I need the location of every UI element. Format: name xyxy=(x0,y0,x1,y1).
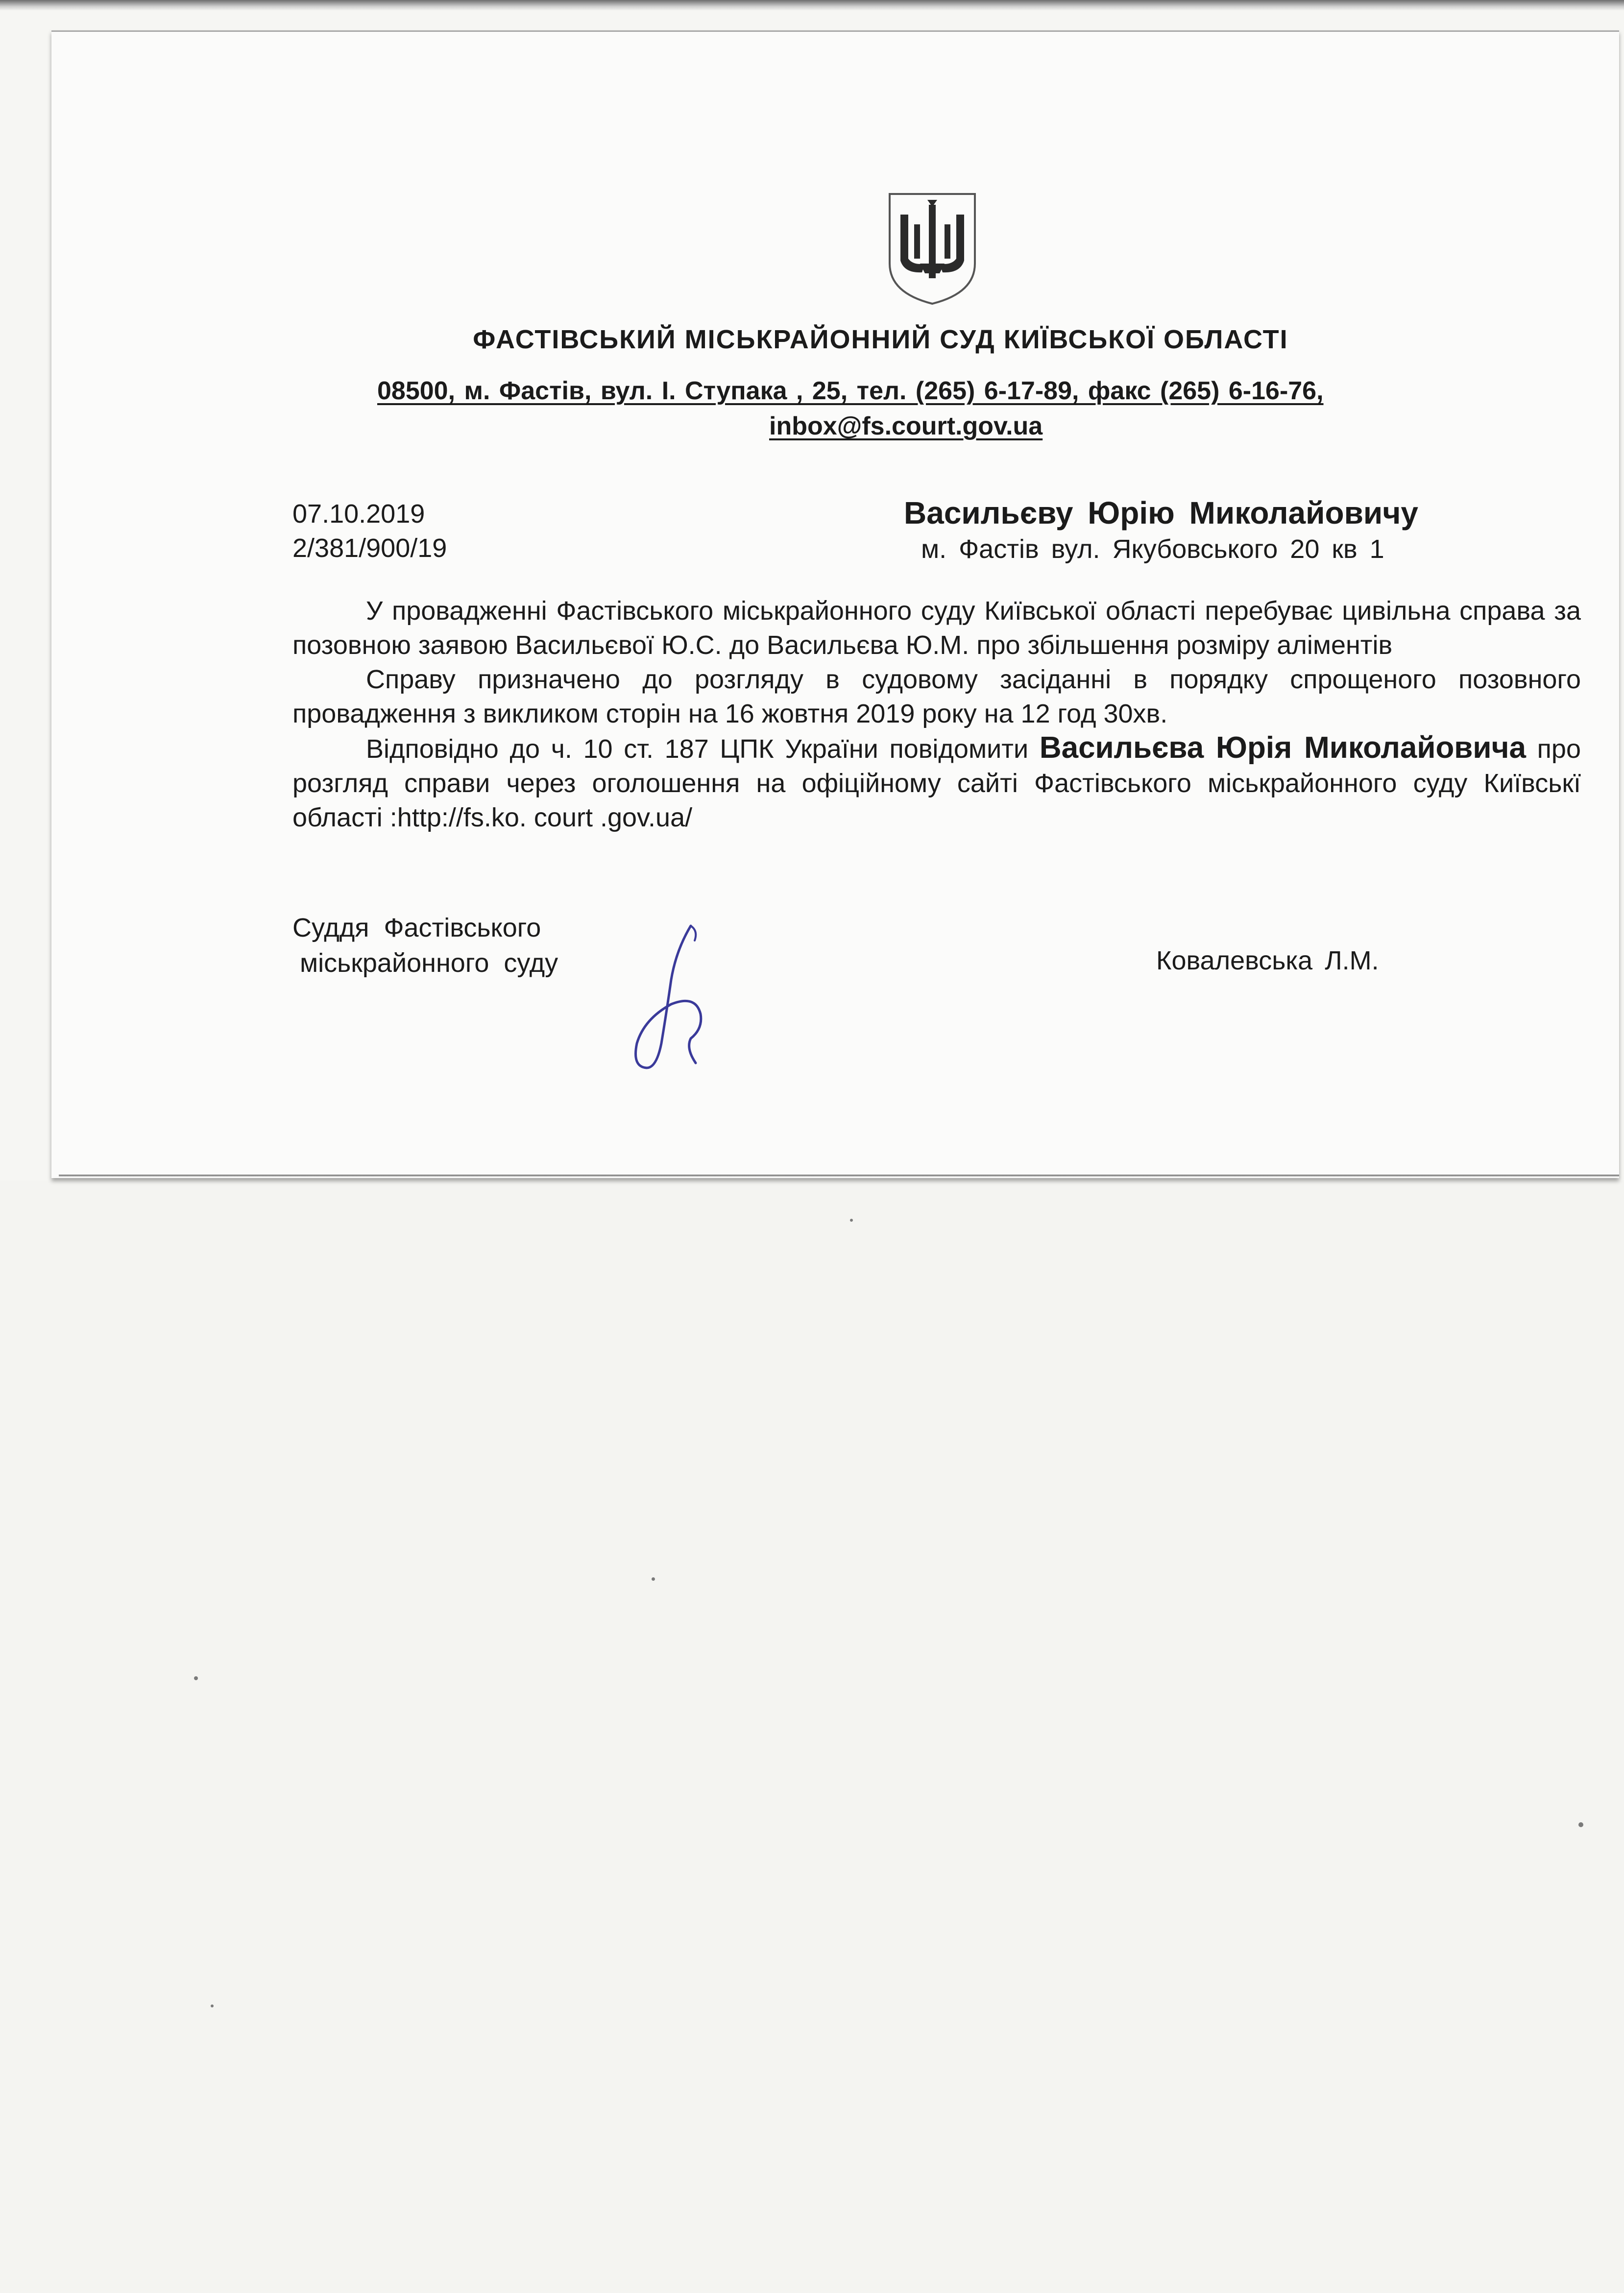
court-name: ФАСТІВСЬКИЙ МІСЬКРАЙОННИЙ СУД КИЇВСЬКОЇ ОБЛАСТІ xyxy=(473,325,1288,354)
scan-speck xyxy=(1578,1822,1583,1827)
sheet-edge-shadow xyxy=(59,1175,1619,1177)
court-email: inbox@fs.court.gov.ua xyxy=(769,412,1043,440)
paragraph-notice xyxy=(292,731,1581,835)
scan-background xyxy=(0,1181,1624,2293)
addressee-name: Васильєву Юрію Миколайовичу xyxy=(904,495,1418,531)
judge-title: Суддя Фастівського міськрайонного суду xyxy=(292,913,558,978)
notice-text-after: про розгляд справи через оголошення на офіційному сайті Фастівського міськрайонного суду Київськї області :http://fs.ko. court .gov.ua/ xyxy=(292,734,1581,832)
document-date: 07.10.2019 xyxy=(292,499,425,529)
paragraph-hearing: Справу призначено до розгляду в судовому засіданні в порядку спрощеного позовного провадження з викликом сторін на 16 жовтня 2019 року на 12 год 30хв. xyxy=(292,665,1581,728)
judge-name: Ковалевська Л.М. xyxy=(1156,946,1379,975)
notice-defendant-name: Васильєва Юрія Миколайовича xyxy=(1039,731,1527,765)
scan-speck xyxy=(211,2004,214,2007)
signature-icon xyxy=(617,921,735,1078)
letter-body xyxy=(292,594,1581,835)
case-reference: 2/381/900/19 xyxy=(292,533,447,563)
paragraph-proceedings: У провадженні Фастівського міськрайонного суду Київської області перебуває цивільна справа за позовною заявою Васильєвої Ю.С. до Васильєва Ю.М. про збільшення розміру аліментів xyxy=(292,596,1581,660)
court-address: 08500, м. Фастів, вул. І. Ступака , 25, тел. (265) 6-17-89, факс (265) 6-16-76, xyxy=(377,377,1324,405)
coat-of-arms-icon xyxy=(886,190,979,308)
scan-speck xyxy=(850,1219,853,1222)
notice-text-before: Відповідно до ч. 10 ст. 187 ЦПК України повідомити xyxy=(366,734,1040,764)
scan-top-edge xyxy=(0,0,1624,11)
scan-speck xyxy=(652,1577,655,1581)
scan-speck xyxy=(194,1676,198,1680)
addressee-address: м. Фастів вул. Якубовського 20 кв 1 xyxy=(921,534,1384,564)
